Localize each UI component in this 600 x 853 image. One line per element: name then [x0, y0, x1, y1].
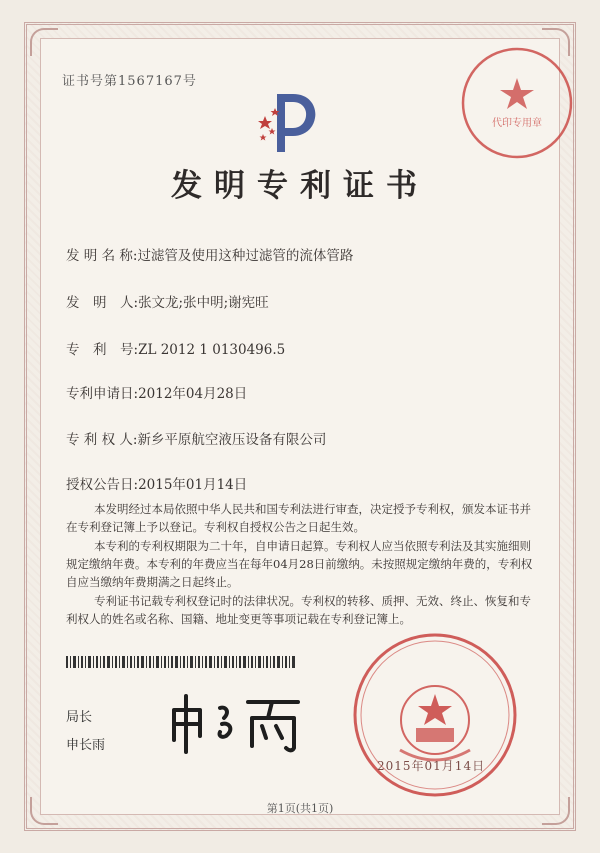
svg-text:代印专用章: 代印专用章: [492, 118, 542, 129]
signatory-name: 申长雨: [66, 738, 106, 753]
field-value: ZL 2012 1 0130496.5: [138, 342, 286, 358]
field-inventors: [66, 291, 269, 311]
page-number: 第1页(共1页): [266, 802, 334, 815]
patent-office-logo-icon: [255, 86, 325, 156]
field-application-date: [66, 382, 247, 402]
field-value: 张文龙;张中明;谢宪旺: [138, 295, 269, 311]
body-paragraph: 本专利的专利权期限为二十年，自申请日起算。专利权人应当依照专利法及其实施细则规定缴纳年费。本专利的年费应当在每年04月28日前缴纳。未按照规定缴纳年费的，专利权自应当缴纳年费期满之日起终止。: [66, 539, 533, 589]
field-value: 新乡平原航空液压设备有限公司: [137, 432, 327, 448]
field-value: 2015年01月14日: [138, 477, 248, 493]
body-paragraph: 本发明经过本局依照中华人民共和国专利法进行审查，决定授予专利权，颁发本证书并在专利登记簿上予以登记。专利权自授权公告之日起生效。: [66, 502, 531, 534]
field-label: 授权公告日:: [66, 477, 139, 493]
field-value: 过滤管及使用这种过滤管的流体管路: [137, 248, 354, 264]
field-label: 专 利 号:: [66, 342, 139, 358]
field-patentee: [66, 428, 326, 448]
certificate-title: 发明专利证书: [171, 168, 429, 204]
field-value: 2012年04月28日: [138, 386, 248, 402]
seal-date: 2015年01月14日: [377, 759, 486, 773]
field-label: 专利申请日:: [66, 386, 139, 402]
field-invention-name: [66, 244, 353, 264]
field-grant-date: [66, 473, 247, 493]
signatory-role: 局长: [66, 710, 93, 725]
field-label: 发 明 人:: [66, 295, 139, 311]
field-label: 专 利 权 人:: [66, 432, 138, 448]
corner-ornament: [30, 28, 58, 56]
field-patent-number: [66, 338, 285, 358]
handwritten-signature: [164, 688, 314, 758]
barcode-icon: [66, 656, 296, 668]
certificate-number: 证书号第1567167号: [62, 74, 197, 89]
agency-seal-stamp: [458, 44, 576, 162]
official-national-seal: [350, 630, 520, 800]
field-label: 发 明 名 称:: [66, 248, 138, 264]
body-paragraph: 专利证书记载专利权登记时的法律状况。专利权的转移、质押、无效、终止、恢复和专利权人的姓名或名称、国籍、地址变更等事项记载在专利登记簿上。: [66, 594, 531, 626]
